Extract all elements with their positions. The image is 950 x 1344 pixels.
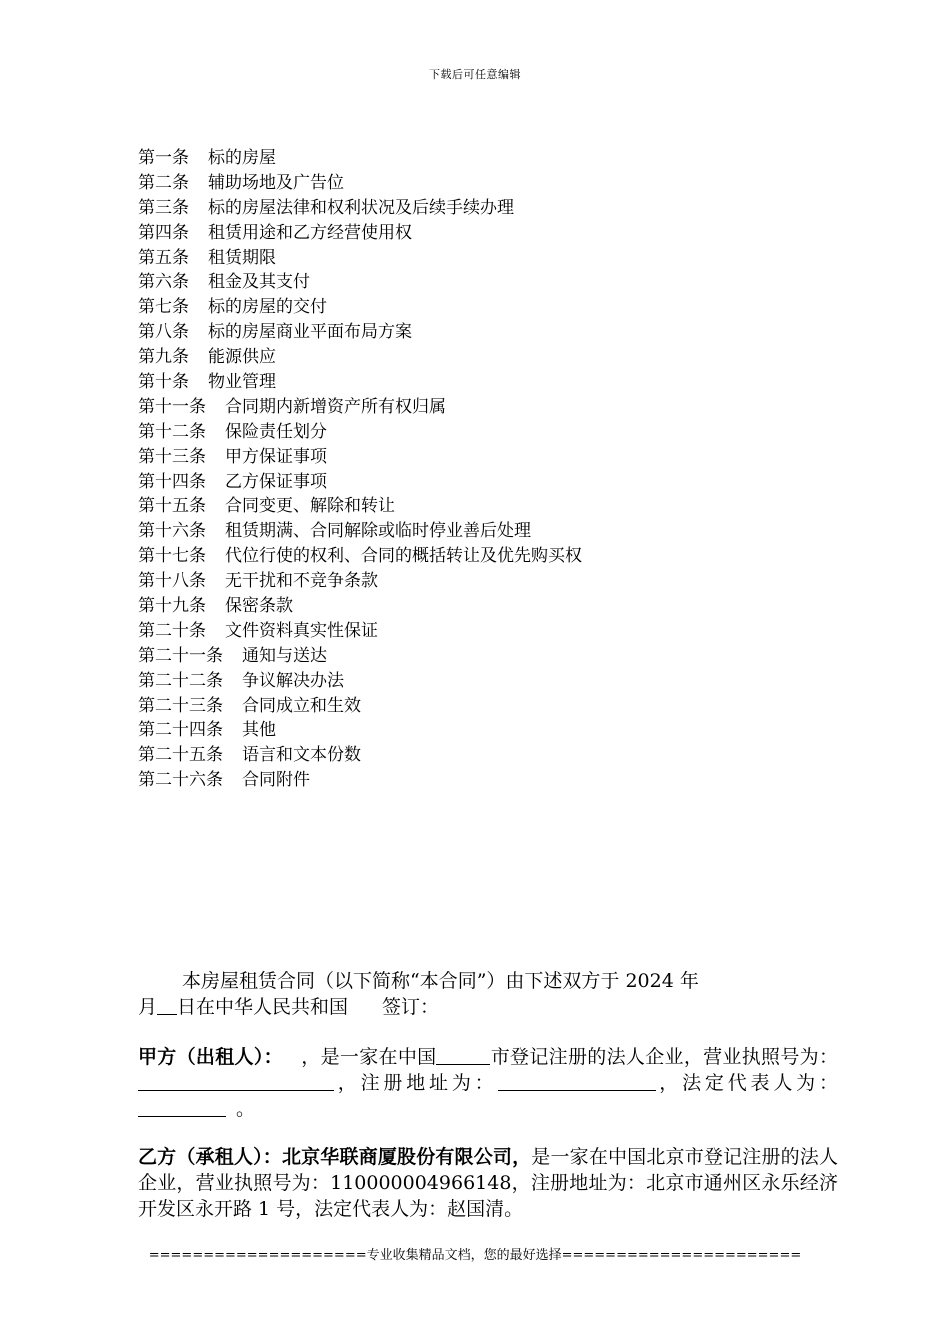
toc-article-number: 第十八条 bbox=[138, 571, 206, 592]
toc-article-number: 第四条 bbox=[138, 222, 189, 243]
toc-article-title: 标的房屋法律和权利状况及后续手续办理 bbox=[208, 197, 514, 218]
toc-article-number: 第二条 bbox=[138, 172, 189, 193]
intro-text-3: 日在中华人民共和国 bbox=[177, 996, 349, 1018]
toc-article-title: 标的房屋 bbox=[208, 148, 276, 168]
toc-article-title: 合同成立和生效 bbox=[242, 695, 361, 716]
toc-item bbox=[138, 718, 582, 743]
table-of-contents bbox=[138, 146, 582, 793]
party-a-paragraph bbox=[138, 1044, 838, 1122]
toc-item bbox=[138, 196, 582, 221]
toc-article-title: 辅助场地及广告位 bbox=[208, 172, 344, 193]
toc-article-title: 乙方保证事项 bbox=[225, 471, 327, 492]
toc-article-number: 第十条 bbox=[138, 372, 189, 393]
toc-article-title: 其他 bbox=[242, 720, 276, 741]
toc-article-title: 租金及其支付 bbox=[208, 272, 310, 293]
toc-item bbox=[138, 644, 582, 669]
toc-item bbox=[138, 569, 582, 594]
toc-article-number: 第十一条 bbox=[138, 396, 206, 417]
toc-article-title: 租赁期满、合同解除或临时停业善后处理 bbox=[225, 521, 531, 542]
toc-article-number: 第二十五条 bbox=[138, 745, 223, 766]
city-blank bbox=[436, 1045, 490, 1065]
toc-item bbox=[138, 494, 582, 519]
footer-note: ====================专业收集精品文档，您的最好选择====================== bbox=[148, 1248, 802, 1263]
party-a-text-1: ，是一家在中国 bbox=[300, 1046, 437, 1068]
toc-article-number: 第九条 bbox=[138, 347, 189, 368]
toc-article-number: 第一条 bbox=[138, 148, 189, 168]
toc-item bbox=[138, 345, 582, 370]
toc-article-number: 第二十六条 bbox=[138, 770, 223, 791]
party-b-text: 是一家在中国北京市登记注册的法人企业，营业执照号为：110000004966148，注册地址为：北京市通州区永乐经济开发区永开路 1 号，法定代表人为：赵国清。 bbox=[138, 1146, 838, 1220]
toc-article-number: 第三条 bbox=[138, 197, 189, 218]
toc-article-title: 合同附件 bbox=[242, 770, 310, 791]
toc-article-title: 保险责任划分 bbox=[225, 421, 327, 442]
toc-item bbox=[138, 768, 582, 793]
intro-text-1: 本房屋租赁合同（以下简称“本合同”）由下述双方于 2024 年 bbox=[182, 970, 699, 992]
toc-article-title: 物业管理 bbox=[208, 372, 276, 393]
toc-article-number: 第二十四条 bbox=[138, 720, 223, 741]
toc-item bbox=[138, 171, 582, 196]
toc-article-number: 第十六条 bbox=[138, 521, 206, 542]
header-note: 下载后可任意编辑 bbox=[429, 68, 521, 81]
toc-article-title: 代位行使的权利、合同的概括转让及优先购买权 bbox=[225, 546, 582, 567]
toc-article-title: 租赁用途和乙方经营使用权 bbox=[208, 222, 412, 243]
intro-text-4: 签订： bbox=[382, 996, 440, 1018]
party-b-label: 乙方（承租人）：北京华联商厦股份有限公司， bbox=[138, 1146, 532, 1168]
toc-item bbox=[138, 619, 582, 644]
toc-article-title: 合同变更、解除和转让 bbox=[225, 496, 395, 517]
toc-article-title: 语言和文本份数 bbox=[242, 745, 361, 766]
toc-item bbox=[138, 470, 582, 495]
toc-article-number: 第十九条 bbox=[138, 596, 206, 617]
party-a-label: 甲方（出租人）： bbox=[138, 1046, 283, 1068]
toc-item bbox=[138, 295, 582, 320]
toc-article-title: 标的房屋的交付 bbox=[208, 297, 327, 318]
toc-article-number: 第五条 bbox=[138, 247, 189, 268]
toc-item bbox=[138, 694, 582, 719]
toc-item bbox=[138, 519, 582, 544]
party-b-paragraph bbox=[138, 1144, 838, 1222]
party-a-text-2: 市登记注册的法人企业，营业执照号为： bbox=[490, 1046, 838, 1068]
toc-article-number: 第二十一条 bbox=[138, 645, 223, 666]
toc-article-title: 标的房屋商业平面布局方案 bbox=[208, 322, 412, 343]
toc-item bbox=[138, 270, 582, 295]
toc-article-title: 甲方保证事项 bbox=[225, 446, 327, 467]
party-a-text-5: 。 bbox=[236, 1098, 256, 1120]
toc-article-number: 第二十三条 bbox=[138, 695, 223, 716]
toc-article-number: 第十七条 bbox=[138, 546, 206, 567]
representative-blank bbox=[138, 1097, 226, 1117]
license-number-blank bbox=[138, 1071, 334, 1091]
toc-item bbox=[138, 594, 582, 619]
toc-article-title: 租赁期限 bbox=[208, 247, 276, 268]
intro-text-2: 月 bbox=[138, 996, 158, 1018]
toc-article-number: 第二十二条 bbox=[138, 670, 223, 691]
address-blank bbox=[498, 1071, 656, 1091]
party-a-text-3: ，注册地址为： bbox=[334, 1072, 498, 1094]
toc-article-number: 第十三条 bbox=[138, 446, 206, 467]
day-blank bbox=[157, 995, 177, 1015]
toc-article-number: 第十四条 bbox=[138, 471, 206, 492]
toc-item bbox=[138, 395, 582, 420]
toc-item bbox=[138, 246, 582, 271]
toc-article-title: 保密条款 bbox=[225, 596, 293, 617]
toc-item bbox=[138, 544, 582, 569]
toc-item bbox=[138, 320, 582, 345]
toc-item bbox=[138, 370, 582, 395]
party-a-text-4: ，法定代表人为： bbox=[655, 1072, 838, 1094]
toc-article-title: 通知与送达 bbox=[242, 645, 327, 666]
toc-article-title: 无干扰和不竞争条款 bbox=[225, 571, 378, 592]
toc-item bbox=[138, 221, 582, 246]
toc-item bbox=[138, 146, 582, 171]
toc-article-number: 第十二条 bbox=[138, 421, 206, 442]
toc-article-number: 第十五条 bbox=[138, 496, 206, 517]
toc-item bbox=[138, 669, 582, 694]
toc-article-number: 第六条 bbox=[138, 272, 189, 293]
toc-item bbox=[138, 743, 582, 768]
toc-article-title: 合同期内新增资产所有权归属 bbox=[225, 396, 446, 417]
toc-article-number: 第七条 bbox=[138, 297, 189, 318]
toc-article-title: 能源供应 bbox=[208, 347, 276, 368]
toc-article-number: 第二十条 bbox=[138, 620, 206, 641]
toc-item bbox=[138, 445, 582, 470]
toc-article-number: 第八条 bbox=[138, 322, 189, 343]
toc-article-title: 文件资料真实性保证 bbox=[225, 620, 378, 641]
toc-article-title: 争议解决办法 bbox=[242, 670, 344, 691]
toc-item bbox=[138, 420, 582, 445]
intro-paragraph bbox=[138, 968, 838, 1020]
